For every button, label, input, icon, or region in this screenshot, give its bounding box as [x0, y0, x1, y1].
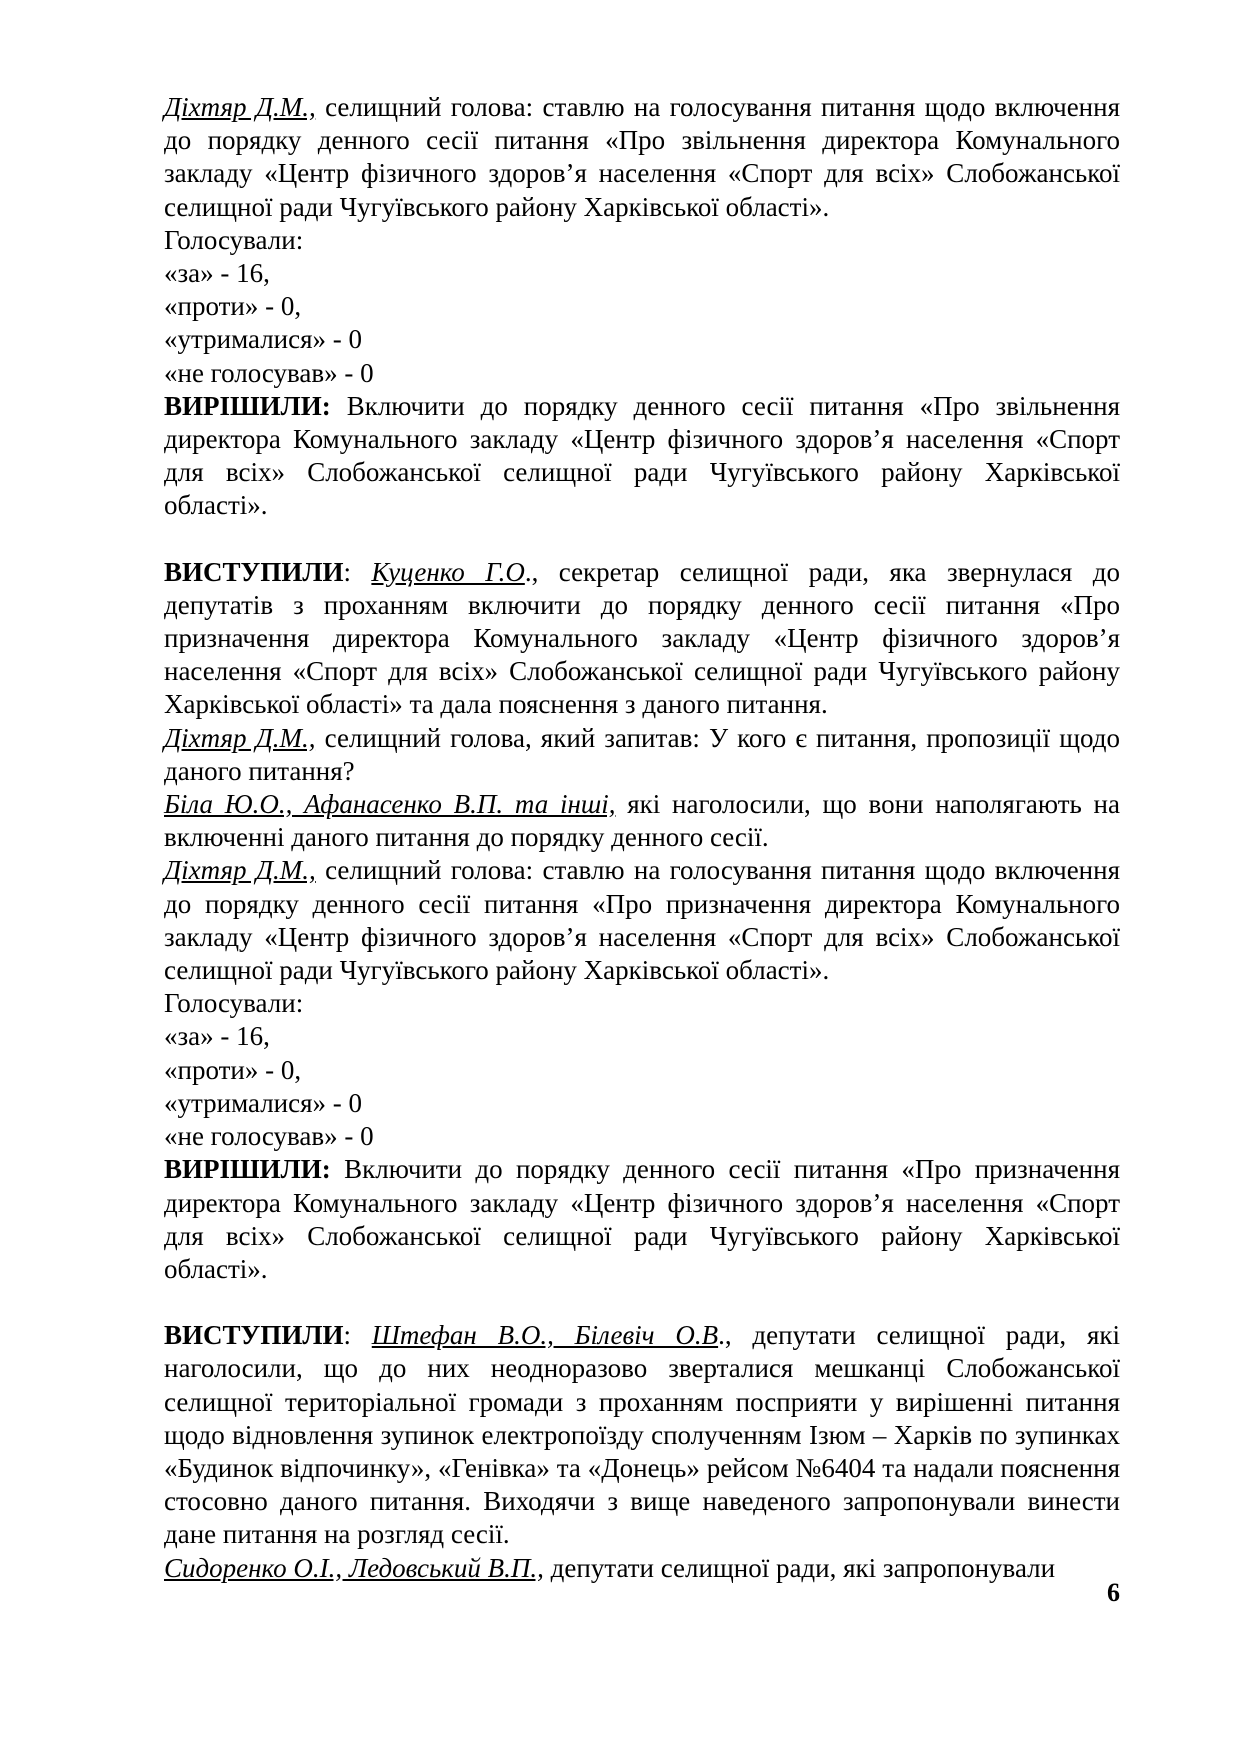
paragraph-text: Включити до порядку денного сесії питання «Про призначення директора Комунального закладу «Центр фізичного здоров’я населення «Спорт для всіх» Слобожанської селищної ради Чугуївського району Харківської області». — [164, 1154, 1120, 1284]
paragraph-decision-1 — [164, 390, 1120, 523]
paragraph-speech-2 — [164, 556, 1120, 722]
speech-heading: ВИСТУПИЛИ — [164, 556, 344, 587]
votes-for: «за» - 16, — [164, 1021, 270, 1052]
speaker-name: Штефан В.О., Білевіч О.В — [371, 1320, 719, 1351]
paragraph-text: ., секретар селищної ради, яка звернулася до депутатів з проханням включити до порядку денного сесії питання «Про призначення директора Комунального закладу «Центр фізичного здоров’я населення «Спорт для всіх» Слобожанської селищної ради Чугуївського району Харківської області» та дала пояснення з даного питання. — [164, 556, 1120, 720]
paragraph-vote-call-1 — [164, 91, 1120, 224]
speaker-name: Біла Ю.О., Афанасенко В.П. та інші, — [164, 789, 616, 820]
speech-colon: : — [343, 556, 372, 587]
votes-not-voted: «не голосував» - 0 — [164, 1121, 374, 1152]
paragraph-question-2 — [164, 722, 1120, 788]
paragraph-text: які наголосили, що вони наполягають на включенні даного питання до порядку денного сесії. — [164, 789, 1120, 853]
decision-heading: ВИРІШИЛИ: — [164, 1154, 331, 1185]
votes-label: Голосували: — [164, 988, 304, 1019]
speaker-name: Діхтяр Д.М., — [164, 855, 316, 886]
paragraph-text: селищний голова, який запитав: У кого є питання, пропозиції щодо даного питання? — [164, 722, 1120, 786]
decision-heading: ВИРІШИЛИ: — [164, 390, 331, 421]
speech-heading: ВИСТУПИЛИ — [164, 1320, 344, 1351]
speaker-name: Діхтяр Д.М., — [164, 722, 316, 753]
votes-against: «проти» - 0, — [164, 291, 302, 322]
spacer — [164, 1286, 1120, 1319]
spacer — [164, 523, 1120, 556]
paragraph-vote-call-2 — [164, 854, 1120, 987]
votes-label: Голосували: — [164, 224, 304, 255]
votes-abstained: «утрималися» - 0 — [164, 1087, 363, 1118]
paragraph-proposal-3 — [164, 1552, 1120, 1585]
votes-for: «за» - 16, — [164, 258, 270, 289]
speaker-name: Сидоренко О.І., Ледовський В.П., — [164, 1552, 544, 1583]
paragraph-insist-2 — [164, 788, 1120, 854]
votes-not-voted: «не голосував» - 0 — [164, 357, 374, 388]
paragraph-text: Включити до порядку денного сесії питання «Про звільнення директора Комунального закладу «Центр фізичного здоров’я населення «Спорт для всіх» Слобожанської селищної ради Чугуївського району Харківської області». — [164, 390, 1120, 521]
paragraph-text: селищний голова: ставлю на голосування питання щодо включення до порядку денного сесії питання «Про звільнення директора Комунального закладу «Центр фізичного здоров’я населення «Спорт для всіх» Слобожанської селищної ради Чугуївського району Харківської області». — [164, 92, 1121, 222]
votes-abstained: «утрималися» - 0 — [164, 324, 363, 355]
paragraph-text: селищний голова: ставлю на голосування питання щодо включення до порядку денного сесії питання «Про призначення директора Комунального закладу «Центр фізичного здоров’я населення «Спорт для всіх» Слобожанської селищної ради Чугуївського району Харківської області». — [164, 855, 1121, 986]
votes-against: «проти» - 0, — [164, 1054, 302, 1085]
page-number: 6 — [1107, 1578, 1120, 1607]
speech-colon: : — [343, 1320, 372, 1351]
paragraph-speech-3 — [164, 1319, 1120, 1551]
paragraph-text: ., депутати селищної ради, які наголосили, що до них неодноразово зверталися мешканці Слобожанської селищної територіальної громади з проханням посприяти у вирішенні питання щодо відновлення зупинок електропоїзду сполученням Ізюм – Харків по зупинках «Будинок відпочинку», «Генівка» та «Донець» рейсом №6404 та надали пояснення стосовно даного питання. Виходячи з вище наведеного запропонували винести дане питання на розгляд сесії. — [164, 1320, 1120, 1550]
paragraph-decision-2 — [164, 1153, 1120, 1286]
paragraph-text: депутати селищної ради, які запропонували — [543, 1552, 1056, 1583]
speaker-name: Куценко Г.О — [371, 556, 525, 587]
speaker-name: Діхтяр Д.М., — [164, 92, 316, 122]
